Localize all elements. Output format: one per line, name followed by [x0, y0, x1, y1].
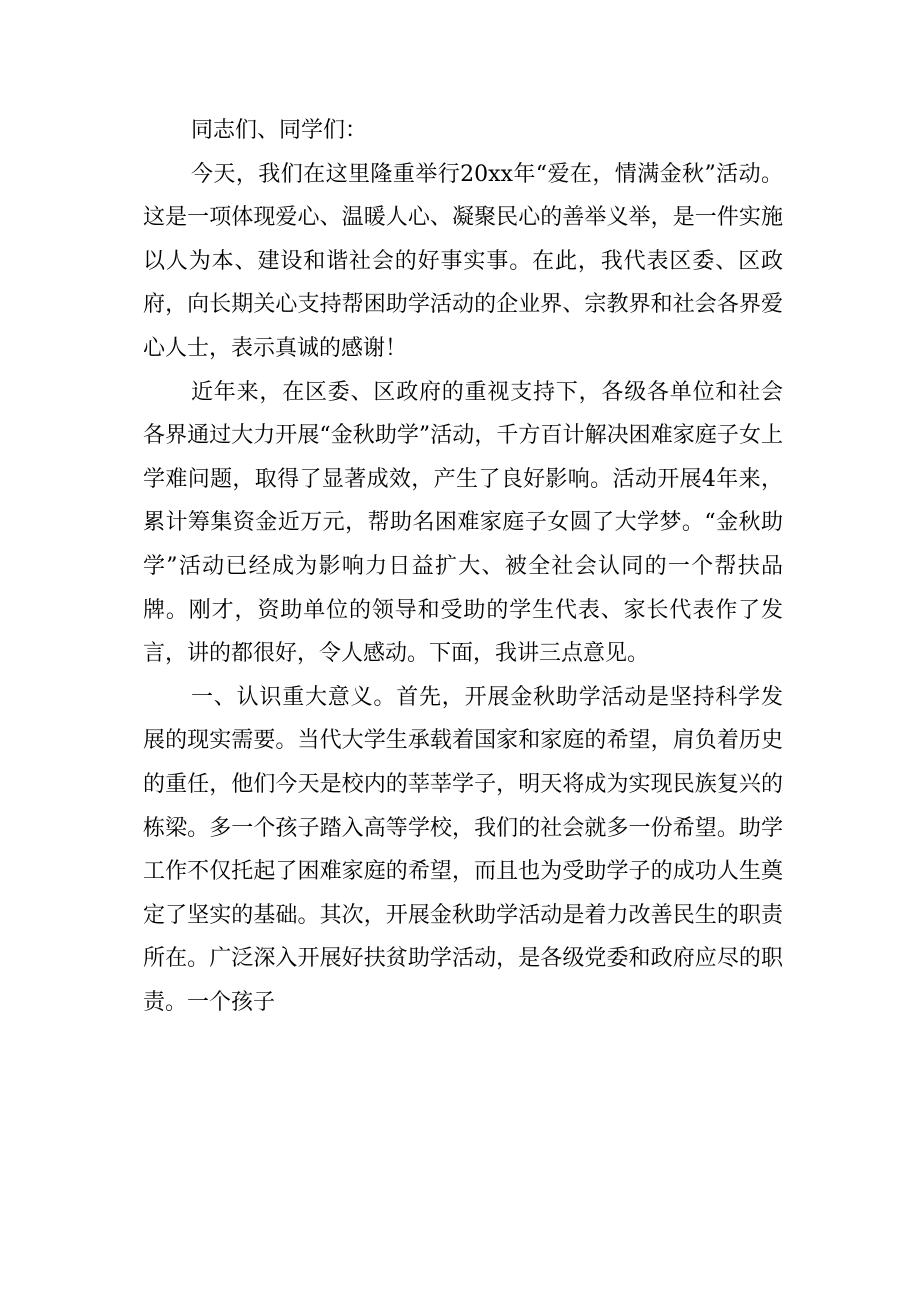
- document-body: [143, 109, 783, 1024]
- achievements-paragraph: 近年来，在区委、区政府的重视支持下，各级各单位和社会各界通过大力开展“金秋助学”活动，千方百计解决困难家庭子女上学难问题，取得了显著成效，产生了良好影响。活动开展4年来，累计筹集资金近万元，帮助名困难家庭子女圆了大学梦。“金秋助学”活动已经成为影响力日益扩大、被全社会认同的一个帮扶品牌。刚才，资助单位的领导和受助的学生代表、家长代表作了发言，讲的都很好，令人感动。下面，我讲三点意见。: [143, 379, 783, 667]
- opening-paragraph: 今天，我们在这里隆重举行20xx年“爱在，情满金秋”活动。这是一项体现爱心、温暖人心、凝聚民心的善举义举，是一件实施以人为本、建设和谐社会的好事实事。在此，我代表区委、区政府，向长期关心支持帮困助学活动的企业界、宗教界和社会各界爱心人士，表示真诚的感谢！: [143, 161, 783, 361]
- salutation-paragraph: 同志们、同学们：: [191, 118, 368, 143]
- significance-paragraph: 一、认识重大意义。首先，开展金秋助学活动是坚持科学发展的现实需要。当代大学生承载着国家和家庭的希望，肩负着历史的重任，他们今天是校内的莘莘学子，明天将成为实现民族复兴的栋梁。多一个孩子踏入高等学校，我们的社会就多一份希望。助学工作不仅托起了困难家庭的希望，而且也为受助学子的成功人生奠定了坚实的基础。其次，开展金秋助学活动是着力改善民生的职责所在。广泛深入开展好扶贫助学活动，是各级党委和政府应尽的职责。一个孩子: [143, 684, 783, 1015]
